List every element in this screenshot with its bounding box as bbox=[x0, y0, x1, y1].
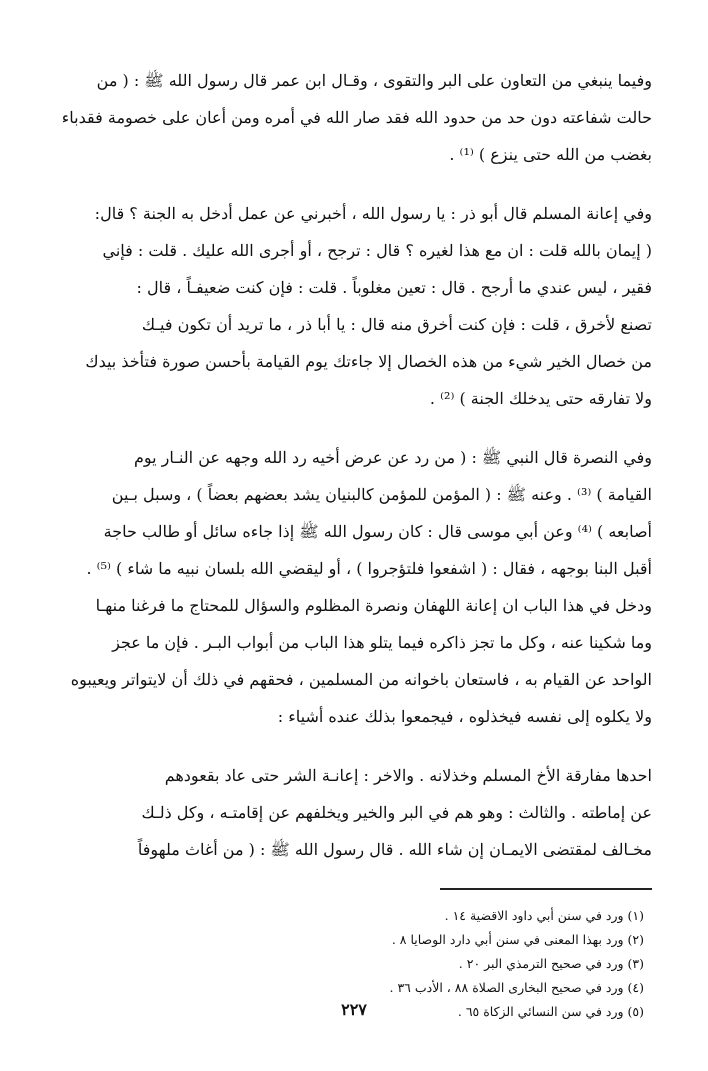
text-line: وفيما ينبغي من التعاون على البر والتقوى ، وقـال ابن عمر قال رسول الله ﷺ : ( من bbox=[96, 71, 652, 90]
footnote: (٢) ورد بهذا المعنى في سنن أبي دارد الوصايا ٨ . bbox=[391, 932, 644, 947]
paragraph-spacer bbox=[56, 173, 652, 195]
text-line: أقبل البنا بوجهه ، فقال : ( اشفعوا فلتؤجروا ) ، أو ليقضي الله بلسان نبيه ما شاء ) ⁽⁵⁾ . bbox=[86, 559, 652, 578]
text-line: من خصال الخير شيء من هذه الخصال إلا جاءتك يوم القيامة بأحسن صورة فتأخذ بيدك bbox=[85, 352, 652, 371]
text-line: فقير ، ليس عندي ما أرجح . قال : تعين مغلوباً . قلت : فإن كنت ضعيفـاً ، قال : bbox=[136, 278, 652, 297]
text-line: وما شكينا عنه ، وكل ما تجز ذاكره فيما يتلو هذا الباب من أبواب البـر . فإن ما عجز bbox=[112, 633, 652, 652]
text-line: ودخل في هذا الباب ان إعانة اللهفان ونصرة المظلوم والسؤال للمحتاج ما فرغنا منهـا bbox=[95, 596, 652, 615]
text-line: القيامة ) ⁽³⁾ . وعنه ﷺ : ( المؤمن للمؤمن كالبنيان يشد بعضهم بعضاً ) ، وسبل بـين bbox=[111, 485, 652, 504]
footnote-divider bbox=[440, 888, 652, 890]
paragraph-spacer bbox=[56, 735, 652, 757]
page-number: ٢٢٧ bbox=[341, 1000, 367, 1019]
text-line: أصابعه ) ⁽⁴⁾ وعن أبي موسى قال : كان رسول الله ﷺ إذا جاءه سائل أو طالب حاجة bbox=[103, 522, 652, 541]
paragraph-4 bbox=[56, 757, 652, 868]
footnote: (٥) ورد في سن النسائي الزكاة ٦٥ . bbox=[457, 1004, 644, 1019]
paragraph-1 bbox=[56, 62, 652, 173]
text-line: بغضب من الله حتى ينزع ) ⁽¹⁾ . bbox=[449, 145, 652, 164]
footnote: (١) ورد في سنن أبي داود الاقضية ١٤ . bbox=[444, 908, 644, 923]
footnote: (٤) ورد في صحيح البخارى الصلاة ٨٨ ، الأدب ٣٦ . bbox=[389, 980, 644, 995]
text-line: ( إيمان بالله قلت : ان مع هذا لغيره ؟ قال : ترجح ، أو أجرى الله عليك . قلت : فإني bbox=[102, 241, 652, 260]
text-line: وفي النصرة قال النبي ﷺ : ( من رد عن عرض أخيه رد الله وجهه عن النـار يوم bbox=[133, 448, 652, 467]
paragraph-2 bbox=[56, 195, 652, 417]
text-line: وفي إعانة المسلم قال أبو ذر : يا رسول الله ، أخبرني عن عمل أدخل به الجنة ؟ قال: bbox=[94, 204, 652, 223]
text-line: تصنع لأخرق ، قلت : فإن كنت أخرق منه قال : يا أبا ذر ، ما تريد أن تكون فيـك bbox=[141, 315, 652, 334]
text-line: احدها مفارقة الأخ المسلم وخذلانه . والاخر : إعانـة الشر حتى عاد بقعودهم bbox=[164, 766, 652, 785]
text-line: ولا تفارقه حتى يدخلك الجنة ) ⁽²⁾ . bbox=[429, 389, 652, 408]
text-line: الواحد عن القيام به ، فاستعان باخوانه من المسلمين ، فحقهم في ذلك أن لايتواتر ويعيبوه bbox=[70, 670, 652, 689]
footnote: (٣) ورد في صحيح الترمذي البر ٢٠ . bbox=[458, 956, 644, 971]
text-line: حالت شفاعته دون حد من حدود الله فقد صار الله في أمره ومن أعان على خصومة فقدباء bbox=[61, 108, 652, 127]
text-line: عن إماطته . والثالث : وهو هم في البر والخير ويخلفهم عن إقامتـه ، وكل ذلـك bbox=[141, 803, 652, 822]
paragraph-spacer bbox=[56, 417, 652, 439]
paragraph-3 bbox=[56, 439, 652, 735]
text-line: ولا يكلوه إلى نفسه فيخذلوه ، فيجمعوا بذلك عنده أشياء : bbox=[277, 707, 652, 726]
text-line: مخـالف لمقتضى الايمـان إن شاء الله . قال رسول الله ﷺ : ( من أغاث ملهوفاً bbox=[137, 840, 652, 859]
